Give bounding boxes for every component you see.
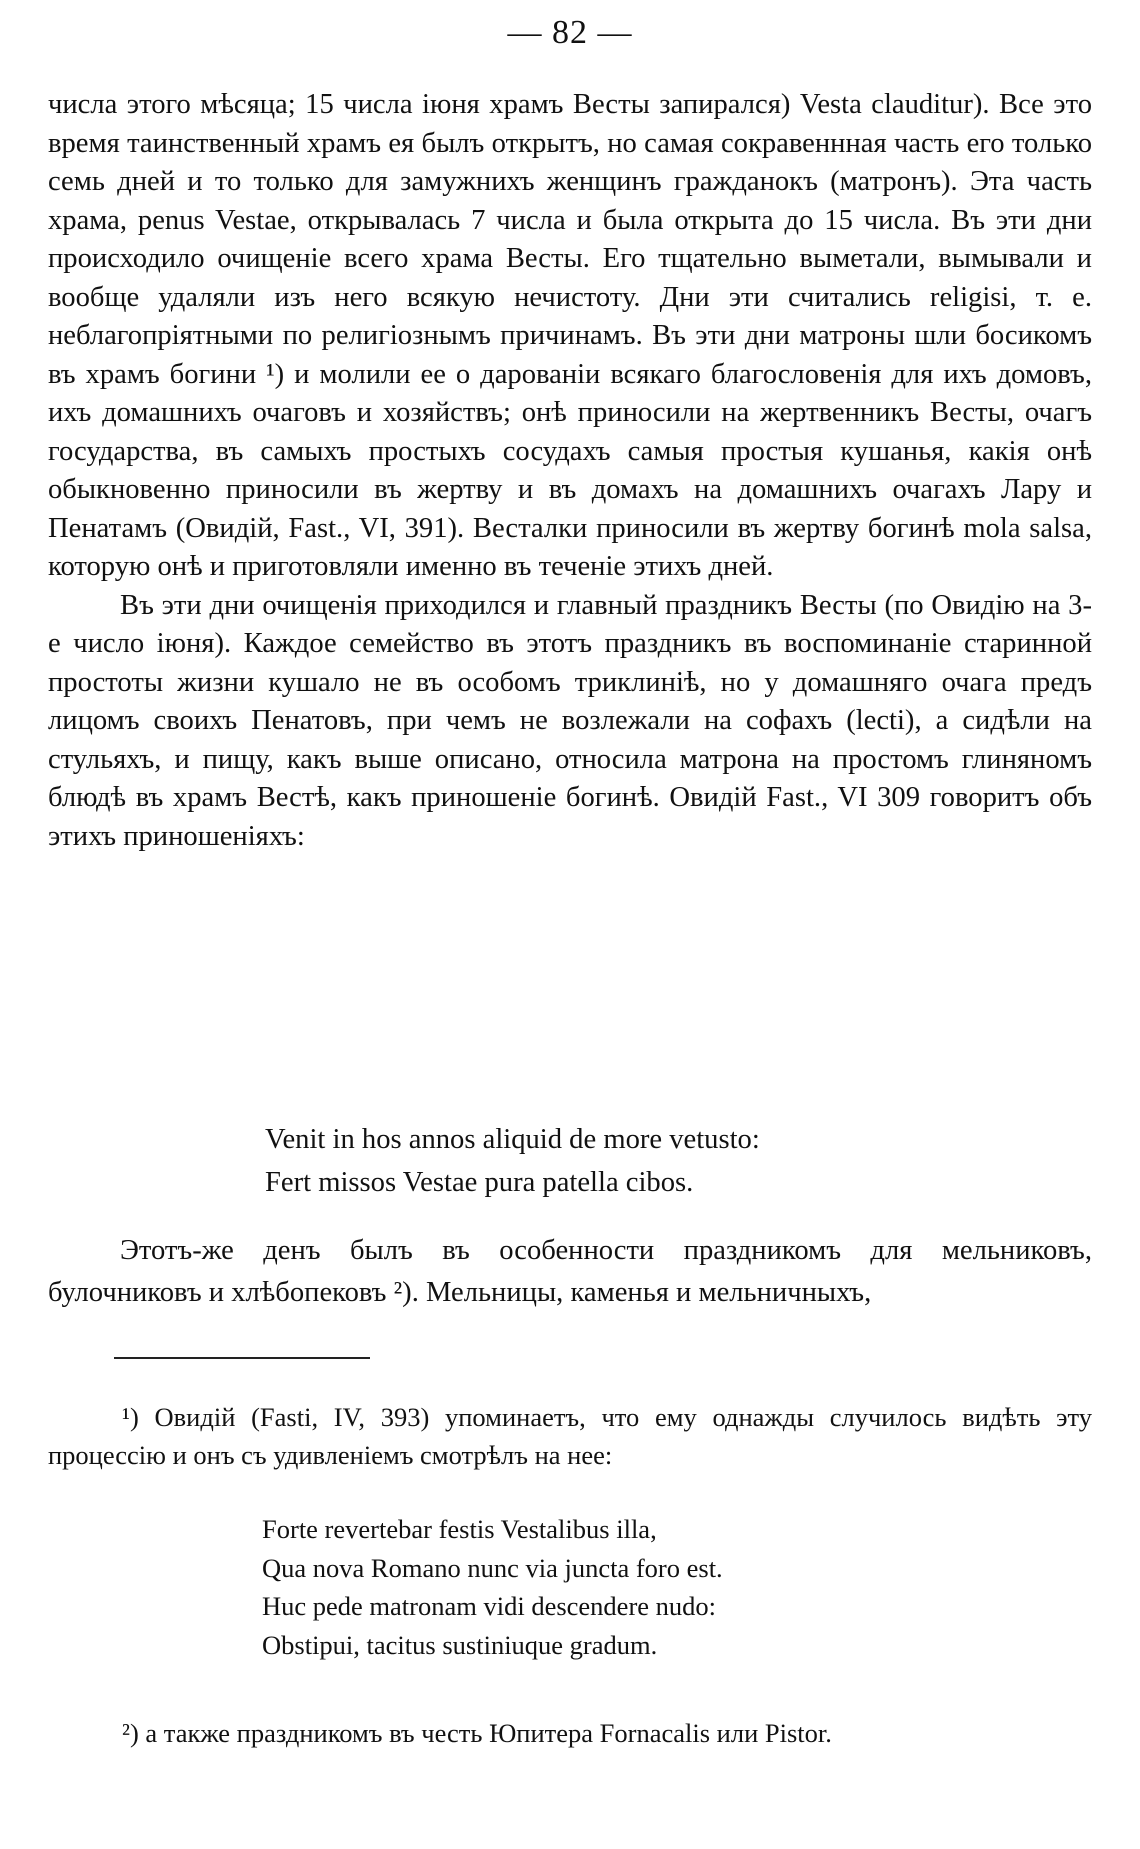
footnote-1 xyxy=(48,1398,1092,1474)
footnote-verse-line: Obstipui, tacitus sustiniuque gradum. xyxy=(262,1629,658,1660)
latin-verse xyxy=(265,1118,760,1204)
footnote-2 xyxy=(48,1714,1092,1752)
paragraph-3-container xyxy=(48,1230,1092,1314)
footnote-verse-line: Huc pede matronam vidi descendere nudo: xyxy=(262,1591,717,1621)
footnote-2-marker: ²) xyxy=(122,1718,139,1748)
verse-line: Venit in hos annos aliquid de more vetusto: xyxy=(265,1124,760,1155)
paragraph-3: Этотъ-же денъ былъ въ особенности праздникомъ для мельниковъ, булочниковъ и хлѣбопековъ ²). Мельницы, каменья и мельничныхъ, xyxy=(48,1235,1092,1308)
footnote-divider xyxy=(114,1357,370,1359)
footnote-verse xyxy=(262,1510,723,1664)
footnote-verse-line: Forte revertebar festis Vestalibus illa, xyxy=(262,1514,657,1544)
paragraph-2: Въ эти дни очищенія приходился и главный праздникъ Весты (по Овидію на 3-е число іюня). Каждое семейство въ этотъ праздникъ въ воспоминаніе старинной простоты жизни кушало не въ особомъ триклиніѣ, но у домашняго очага предъ лицомъ своихъ Пенатовъ, при чемъ не возлежали на софахъ (lecti), а сидѣли на стульяхъ, и пищу, какъ выше описано, относила матрона на простомъ глиняномъ блюдѣ въ храмъ Вестѣ, какъ приношеніе богинѣ. Овидій Fast., VI 309 говоритъ объ этихъ приношеніяхъ: xyxy=(48,589,1092,852)
footnote-2-text: а также праздникомъ въ честь Юпитера Fornacalis или Pistor. xyxy=(145,1718,832,1748)
footnote-1-text: Овидій (Fasti, IV, 393) упоминаетъ, что ему однажды случилось видѣть эту процессію и онъ съ удивленіемъ смотрѣлъ на нее: xyxy=(48,1402,1093,1470)
footnote-verse-line: Qua nova Romano nunc via juncta foro est. xyxy=(262,1552,723,1583)
page-number: — 82 — xyxy=(507,14,633,51)
verse-line: Fert missos Vestae pura patella cibos. xyxy=(265,1167,694,1198)
main-text xyxy=(48,86,1092,856)
footnote-1-marker: ¹) xyxy=(122,1402,139,1432)
paragraph-1: числа этого мѣсяца; 15 числа іюня храмъ Весты запирался) Vesta clauditur). Все это время таинственный храмъ ея былъ открытъ, но самая сокравеннная часть его только семь дней и то только для замужнихъ женщинъ гражданокъ (матронъ). Эта часть храма, penus Vestae, открывалась 7 числа и была открыта до 15 числа. Въ эти дни происходило очищеніе всего храма Весты. Его тщательно выметали, вымывали и вообще удаляли изъ него всякую нечистоту. Дни эти считались religisi, т. е. неблагопріятными по религіознымъ причинамъ. Въ эти дни матроны шли босикомъ въ храмъ богини ¹) и молили ее о дарованіи всякаго благословенія для ихъ домовъ, ихъ домашнихъ очаговъ и хозяйствъ; онѣ приносили на жертвенникъ Весты, очагъ государства, въ самыхъ простыхъ сосудахъ самыя простыя кушанья, какія онѣ обыкновенно приносили въ жертву и въ домахъ на домашнихъ очагахъ Лару и Пенатамъ (Овидій, Fast., VI, 391). Весталки приносили въ жертву богинѣ mola salsa, которую онѣ и приготовляли именно въ теченіе этихъ дней. xyxy=(48,89,1092,582)
